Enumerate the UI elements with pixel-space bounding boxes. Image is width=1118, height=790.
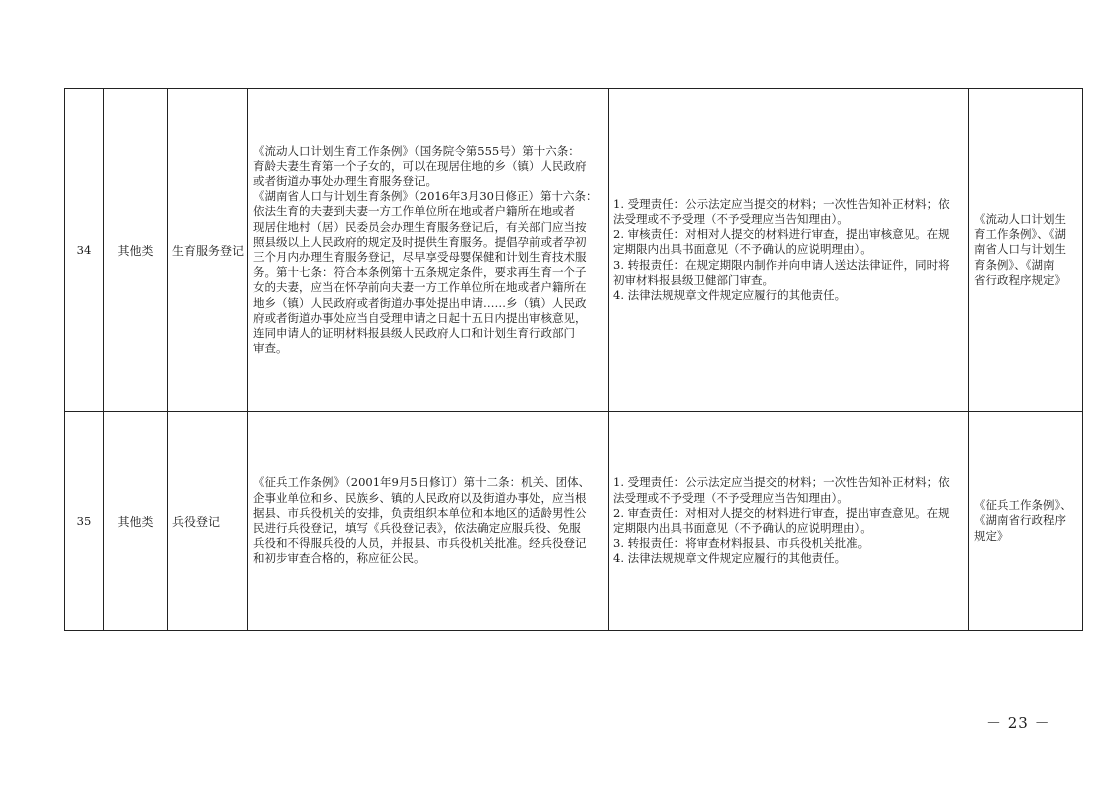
item-category: 其他类 (104, 89, 168, 412)
item-table (64, 88, 1083, 631)
regulations-text: 《征兵工作条例》、 《湖南省行政程序 规定》 (974, 498, 1072, 543)
item-legal-basis (248, 412, 609, 631)
item-number: 35 (65, 412, 104, 631)
item-name: 兵役登记 (168, 412, 248, 631)
item-number: 34 (65, 89, 104, 412)
table-row (65, 412, 1083, 631)
responsibilities-text: 1. 受理责任：公示法定应当提交的材料；一次性告知补正材料；依 法受理或不予受理（不予受理应当告知理由）。 2. 审核责任：对相对人提交的材料进行审查，提出审核意见。在规 定期限内出具书面意见（不予确认的应说明理由）。 3. 转报责任：在规定期限内制作并向申请人送达法律证件，同时将 初审材料报县级卫健部门审查。 4. 法律法规规章文件规定应履行的其他责任。 (613, 196, 950, 302)
item-category: 其他类 (104, 412, 168, 631)
regulations-text: 《流动人口计划生 育工作条例》、《湖 南省人口与计划生 育条例》、《湖南 省行政程序规定》 (974, 211, 1066, 287)
table-row (65, 89, 1083, 412)
item-responsibilities (609, 89, 969, 412)
responsibilities-text: 1. 受理责任：公示法定应当提交的材料；一次性告知补正材料；依 法受理或不予受理（不予受理应当告知理由）。 2. 审查责任：对相对人提交的材料进行审查，提出审查意见。在规 定期限内出具书面意见（不予确认的应说明理由）。 3. 转报责任：将审查材料报县、市兵役机关批准。 4. 法律法规规章文件规定应履行的其他责任。 (613, 475, 950, 566)
item-regulations (969, 412, 1083, 631)
item-responsibilities (609, 412, 969, 631)
item-legal-basis (248, 89, 609, 412)
page-number: － 23 － (986, 714, 1051, 732)
legal-basis-text: 《征兵工作条例》（2001年9月5日修订）第十二条：机关、团体、 企事业单位和乡、民族乡、镇的人民政府以及街道办事处，应当根 据县、市兵役机关的安排，负责组织本单位和本地区的适龄男性公 民进行兵役登记，填写《兵役登记表》，依法确定应服兵役、免服 兵役和不得服兵役的人员，并报县、市兵役机关批准。经兵役登记 和初步审查合格的，称应征公民。 (253, 475, 591, 566)
item-regulations (969, 89, 1083, 412)
item-name: 生育服务登记 (168, 89, 248, 412)
legal-basis-text: 《流动人口计划生育工作条例》（国务院令第555号）第十六条： 育龄夫妻生育第一个子女的，可以在现居住地的乡（镇）人民政府 或者街道办事处办理生育服务登记。 《湖南省人口与计划生育条例》（2016年3月30日修正）第十六条： 依法生育的夫妻到夫妻一方工作单位所在地或者户籍所在地或者 现居住地村（居）民委员会办理生育服务登记后，有关部门应当按 照县级以上人民政府的规定及时提供生育服务。提倡孕前或者孕初 三个月内办理生育服务登记，尽早享受母婴保健和计划生育技术服 务。第十七条：符合本条例第十五条规定条件，要求再生育一个子 女的夫妻，应当在怀孕前向夫妻一方工作单位所在地或者户籍所在 地乡（镇）人民政府或者街道办事处提出申请……乡（镇）人民政 府或者街道办事处应当自受理申请之日起十五日内提出审核意见， 连同申请人的证明材料报县级人民政府人口和计划生育行政部门 审查。 (253, 143, 598, 356)
